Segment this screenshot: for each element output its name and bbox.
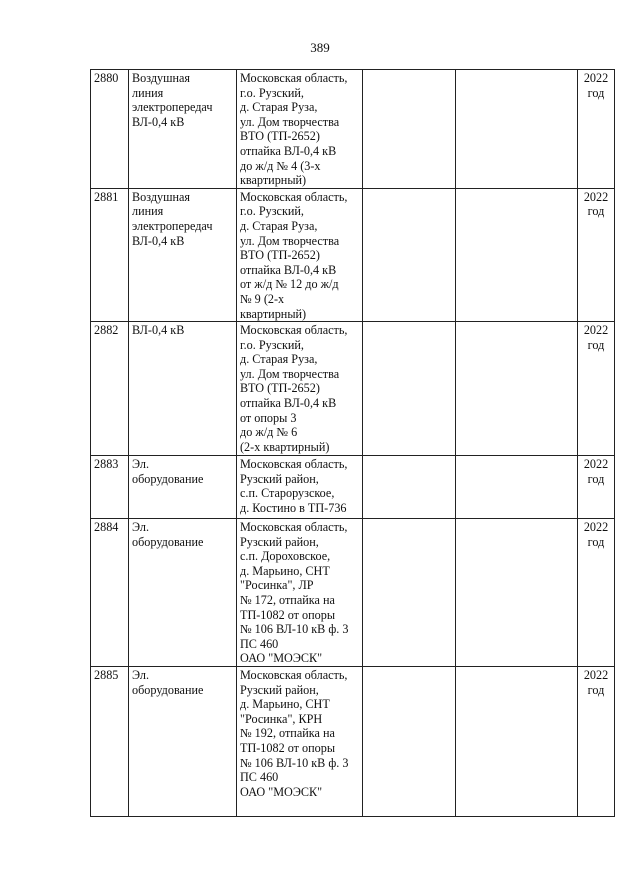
address-cell: Московская область, Рузский район, с.п. Дороховское, д. Марьино, СНТ "Росинка", ЛР № 172, отпайка на ТП-1082 от опоры № 106 ВЛ-10 кВ ф. 3 ПС 460 ОАО "МОЭСК" (237, 519, 363, 667)
object-name-cell: Эл. оборудование (129, 456, 237, 519)
row-number-cell: 2883 (91, 456, 129, 519)
row-number-cell: 2884 (91, 519, 129, 667)
registry-table (90, 69, 615, 817)
table-row (91, 188, 615, 321)
empty-cell (363, 322, 456, 456)
table-row (91, 456, 615, 519)
row-number-cell: 2880 (91, 70, 129, 189)
row-number-cell: 2885 (91, 667, 129, 817)
empty-cell (363, 519, 456, 667)
object-name-cell: Воздушная линия электропередач ВЛ-0,4 кВ (129, 188, 237, 321)
table-row (91, 322, 615, 456)
page-number: 389 (310, 40, 330, 55)
year-cell: 2022 год (578, 519, 615, 667)
object-name-cell: Эл. оборудование (129, 667, 237, 817)
address-cell: Московская область, г.о. Рузский, д. Старая Руза, ул. Дом творчества ВТО (ТП-2652) отпайка ВЛ-0,4 кВ до ж/д № 4 (3-х квартирный) (237, 70, 363, 189)
empty-cell (456, 70, 578, 189)
table-row (91, 667, 615, 817)
address-cell: Московская область, г.о. Рузский, д. Старая Руза, ул. Дом творчества ВТО (ТП-2652) отпайка ВЛ-0,4 кВ от опоры 3 до ж/д № 6 (2-х квартирный) (237, 322, 363, 456)
object-name-cell: ВЛ-0,4 кВ (129, 322, 237, 456)
empty-cell (456, 322, 578, 456)
year-cell: 2022 год (578, 456, 615, 519)
address-cell: Московская область, Рузский район, д. Марьино, СНТ "Росинка", КРН № 192, отпайка на ТП-1082 от опоры № 106 ВЛ-10 кВ ф. 3 ПС 460 ОАО "МОЭСК" (237, 667, 363, 817)
address-cell: Московская область, Рузский район, с.п. Старорузское, д. Костино в ТП-736 (237, 456, 363, 519)
empty-cell (363, 456, 456, 519)
empty-cell (456, 667, 578, 817)
year-cell: 2022 год (578, 667, 615, 817)
year-cell: 2022 год (578, 188, 615, 321)
empty-cell (363, 667, 456, 817)
object-name-cell: Эл. оборудование (129, 519, 237, 667)
year-cell: 2022 год (578, 70, 615, 189)
row-number-cell: 2882 (91, 322, 129, 456)
empty-cell (363, 188, 456, 321)
object-name-cell: Воздушная линия электропередач ВЛ-0,4 кВ (129, 70, 237, 189)
year-cell: 2022 год (578, 322, 615, 456)
empty-cell (363, 70, 456, 189)
empty-cell (456, 456, 578, 519)
table-row (91, 519, 615, 667)
empty-cell (456, 519, 578, 667)
address-cell: Московская область, г.о. Рузский, д. Старая Руза, ул. Дом творчества ВТО (ТП-2652) отпайка ВЛ-0,4 кВ от ж/д № 12 до ж/д № 9 (2-х квартирный) (237, 188, 363, 321)
row-number-cell: 2881 (91, 188, 129, 321)
empty-cell (456, 188, 578, 321)
table-row (91, 70, 615, 189)
